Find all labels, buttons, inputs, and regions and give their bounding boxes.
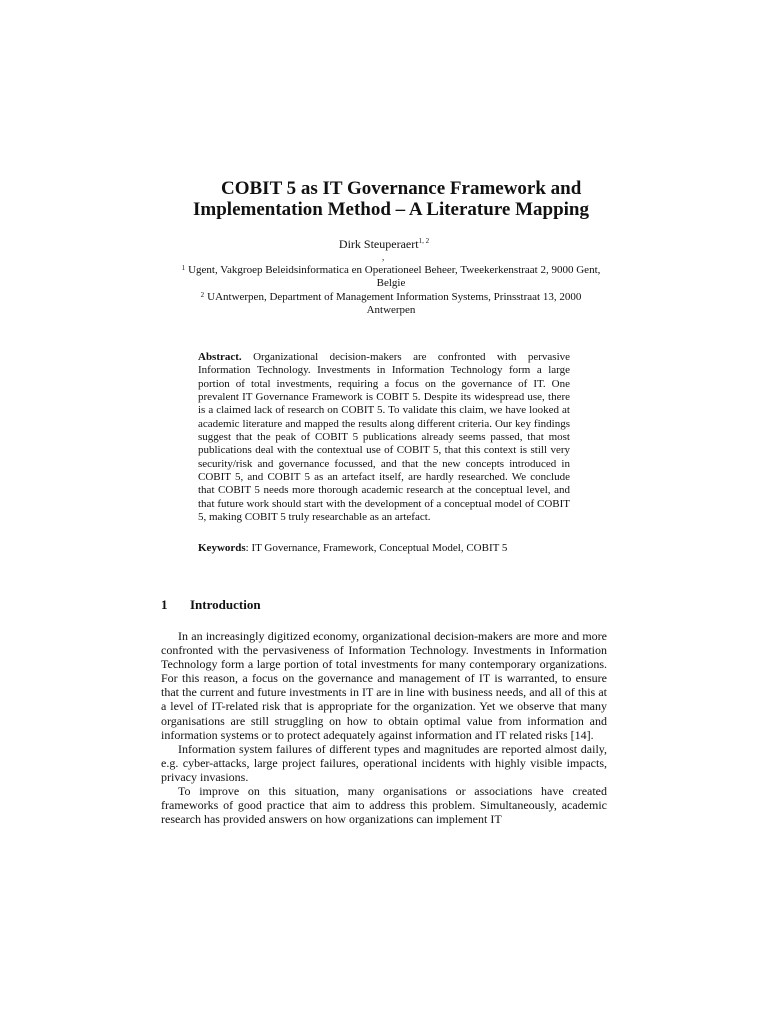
section-number: 1 (161, 597, 168, 612)
keywords-text: : IT Governance, Framework, Conceptual Model, COBIT 5 (245, 542, 508, 554)
section-body (161, 629, 607, 826)
author-affiliation-marks: 1, 2 (418, 237, 430, 245)
affiliation-1-text: Ugent, Vakgroep Beleidsinformatica en Operationeel Beheer, Tweekerkenstraat 2, 9000 Gent, Belgie (188, 264, 601, 289)
keywords-label: Keywords (198, 542, 246, 554)
author-name: Dirk Steuperaert (338, 237, 419, 251)
section-heading (161, 597, 261, 613)
section-title: Introduction (190, 597, 261, 612)
affiliation-2 (176, 291, 606, 317)
affiliation-2-text: UAntwerpen, Department of Management Information Systems, Prinsstraat 13, 2000 Antwerpen (207, 291, 582, 316)
abstract-label: Abstract. (198, 351, 242, 363)
keywords (198, 541, 570, 555)
affiliation-1 (176, 264, 606, 290)
paragraph-1: In an increasingly digitized economy, organizational decision-makers are more and more confronted with the pervasiveness of Information Technology. Investments in Information Technology form a large portion of total investments for many contemporary organizations. For this reason, a focus on the governance and management of IT is warranted, to ensure that the current and future investments in IT are in line with business needs, and all of this at a level of IT-related risk that is appropriate for the organization. Yet we observe that many organisations are still struggling on how to obtain optimal value from information and information systems or to protect adequately against information and IT related risks [14]. (161, 629, 607, 742)
title-line-1: COBIT 5 as IT Governance Framework and (221, 178, 582, 199)
paragraph-2: Information system failures of different types and magnitudes are reported almost daily, e.g. cyber-attacks, large project failures, operational incidents with highly visible impacts, privacy invasions. (161, 741, 607, 784)
affiliation-2-mark: 2 (200, 291, 205, 299)
paragraph-3: To improve on this situation, many organisations or associations have created frameworks of good practice that aim to address this problem. Simultaneously, academic research has provided answers on how organizations can implement IT (161, 784, 607, 827)
author-line (0, 237, 768, 252)
author-separator: , (382, 252, 385, 262)
affiliation-1-mark: 1 (181, 264, 186, 272)
abstract-text: Organizational decision-makers are confronted with pervasive Information Technology. Investments in Information Technology form a large portion of total investments, requiring a focus on the governance of IT. One prevalent IT Governance Framework is COBIT 5. Despite its widespread use, there is a claimed lack of research on COBIT 5. To validate this claim, we have looked at academic literature and mapped the results along different criteria. Our key findings suggest that the peak of COBIT 5 publications already seems passed, that most publications deal with the contextual use of COBIT 5, that this context is still very security/risk and governance focussed, and that the new concepts introduced in COBIT 5, and COBIT 5 as an artefact itself, are hardly researched. We conclude that COBIT 5 needs more thorough academic research at the conceptual level, and that future work should start with the development of a conceptual model of COBIT 5, making COBIT 5 truly researchable as an artefact. (198, 351, 571, 524)
abstract (198, 351, 570, 524)
title-line-2: Implementation Method – A Literature Mapping (193, 199, 590, 220)
